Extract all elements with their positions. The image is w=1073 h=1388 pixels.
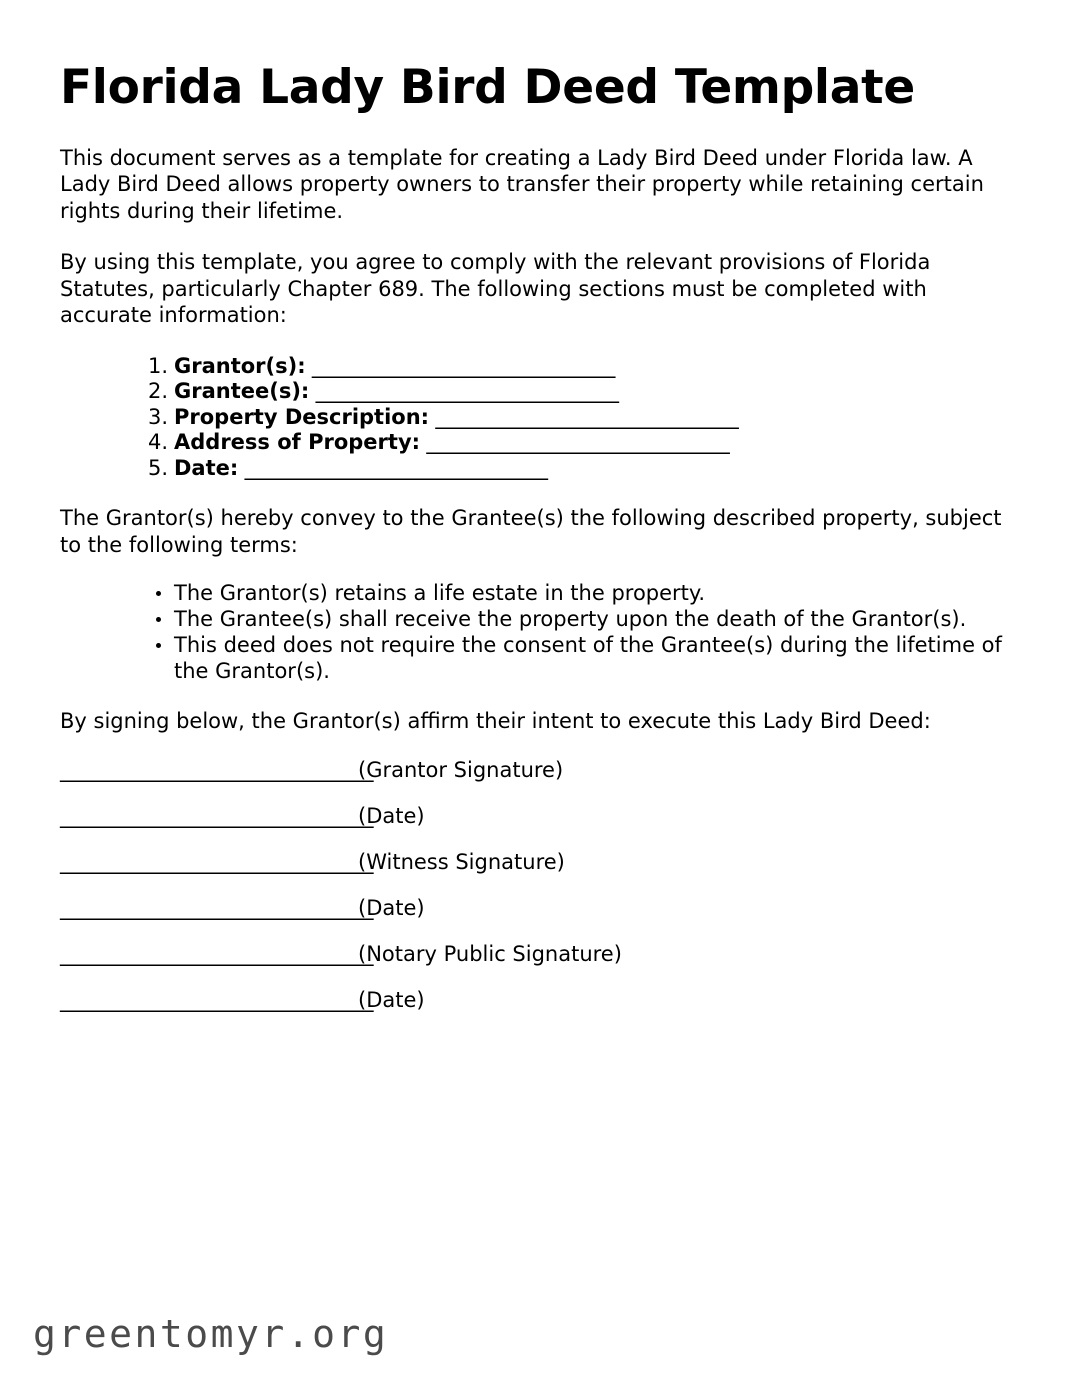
signature-row-notary-date [60, 987, 1005, 1033]
list-item: The Grantee(s) shall receive the property upon the death of the Grantor(s). [155, 606, 1005, 632]
field-blank[interactable]: ______________________________ [305, 353, 615, 378]
signature-label: (Date) [358, 987, 425, 1012]
field-blank[interactable]: ______________________________ [429, 404, 739, 429]
signature-row-witness-date [60, 895, 1005, 941]
site-watermark: greentomyr.org [33, 1312, 389, 1356]
list-item: The Grantor(s) retains a life estate in the property. [155, 580, 1005, 606]
signature-row-grantor [60, 757, 1005, 803]
signature-row-grantor-date [60, 803, 1005, 849]
signature-label: (Witness Signature) [358, 849, 565, 874]
list-item [148, 456, 1005, 482]
signature-label: (Grantor Signature) [358, 757, 564, 782]
signature-label: (Notary Public Signature) [358, 941, 622, 966]
signature-line[interactable]: _______________________________ [60, 757, 374, 782]
signature-row-notary [60, 941, 1005, 987]
document-body [60, 62, 1005, 1033]
field-blank[interactable]: ______________________________ [309, 379, 619, 404]
field-blank[interactable]: ______________________________ [238, 455, 548, 480]
signature-line[interactable]: _______________________________ [60, 849, 374, 874]
convey-paragraph: The Grantor(s) hereby convey to the Grantee(s) the following described property, subject to the following terms: [60, 506, 1002, 557]
page-title: Florida Lady Bird Deed Template [60, 60, 915, 115]
list-item: This deed does not require the consent of the Grantee(s) during the lifetime of the Grantor(s). [155, 632, 1005, 684]
list-item [148, 354, 1005, 380]
signature-block [60, 757, 1005, 1033]
terms-list [60, 580, 1005, 684]
agreement-paragraph: By using this template, you agree to comply with the relevant provisions of Florida Statutes, particularly Chapter 689. The following sections must be completed with accurate information: [60, 250, 931, 328]
signature-label: (Date) [358, 803, 425, 828]
signature-line[interactable]: _______________________________ [60, 895, 374, 920]
field-label: Property Description: [174, 404, 430, 429]
list-item [148, 430, 1005, 456]
field-label: Date: [174, 455, 239, 480]
field-blank[interactable]: ______________________________ [420, 430, 730, 455]
list-item [148, 405, 1005, 431]
field-label: Address of Property: [174, 430, 421, 455]
list-item [148, 379, 1005, 405]
intro-paragraph: This document serves as a template for creating a Lady Bird Deed under Florida law. A Lady Bird Deed allows property owners to transfer their property while retaining certain rights during their lifetime. [60, 145, 984, 223]
field-label: Grantor(s): [174, 353, 306, 378]
signature-line[interactable]: _______________________________ [60, 803, 374, 828]
signature-line[interactable]: _______________________________ [60, 987, 374, 1012]
signature-line[interactable]: _______________________________ [60, 941, 374, 966]
required-fields-list [60, 354, 1005, 482]
signature-label: (Date) [358, 895, 425, 920]
signing-paragraph: By signing below, the Grantor(s) affirm their intent to execute this Lady Bird Deed: [60, 709, 931, 734]
field-label: Grantee(s): [174, 379, 310, 404]
signature-row-witness [60, 849, 1005, 895]
